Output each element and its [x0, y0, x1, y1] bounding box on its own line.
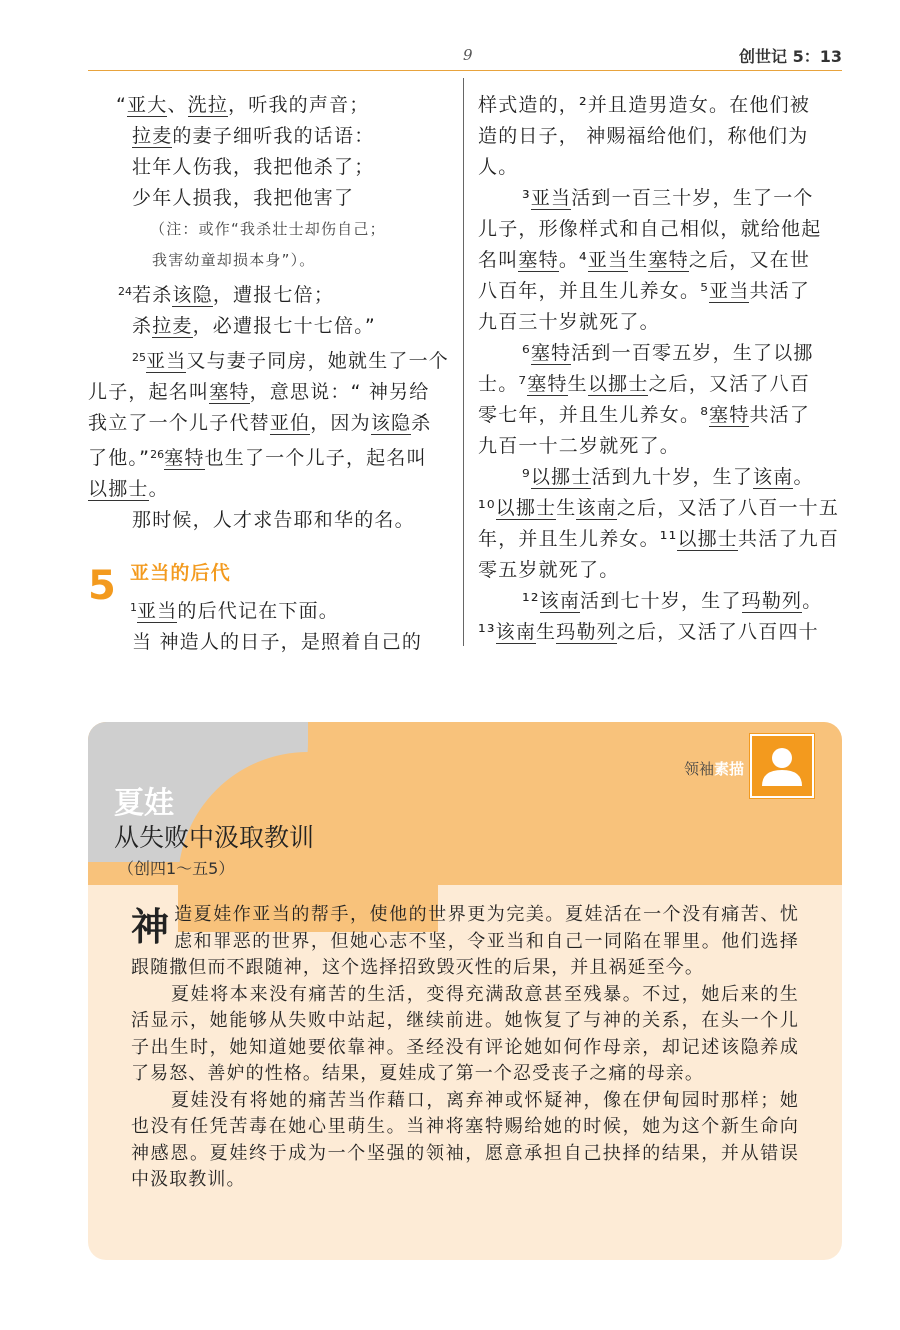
verse-number: 1	[130, 601, 137, 614]
chapter-number: 5	[88, 563, 118, 609]
drop-cap: 神	[131, 905, 171, 949]
chapter-reference: 创世记 5：13	[739, 47, 842, 66]
leader-profile-sidebar	[88, 722, 842, 1260]
verse-1-line: 当 神造人的日子，是照着自己的	[132, 631, 423, 653]
verse-line: ³亚当活到一百三十岁，生了一个	[522, 187, 814, 209]
left-column	[88, 90, 450, 658]
scripture-reference: （创四1～五5）	[118, 859, 235, 878]
verse-number: 26	[150, 448, 165, 461]
verse-line: 八百年，并且生儿养女。⁵亚当共活了	[478, 280, 811, 302]
verse-25-line: 儿子，起名叫塞特，意思说：“ 神另给	[88, 381, 430, 403]
verse-25-26-line: 了他。”$^{26}$塞特也生了一个儿子，起名叫	[88, 447, 427, 469]
verse-line: ¹³该南生玛勒列之后，又活了八百四十	[478, 621, 819, 643]
verse-line: 零七年，并且生儿养女。⁸塞特共活了	[478, 404, 811, 426]
sidebar-body	[131, 902, 799, 1194]
verse-line: 儿子，形像样式和自己相似，就给他起	[478, 218, 822, 240]
paragraph: 神造夏娃作亚当的帮手，使他的世界更为完美。夏娃活在一个没有痛苦、忧虑和罪恶的世界，但她心志不坚，令亚当和自己一同陷在罪里。他们选择跟随撒但而不跟随神，这个选择招致毁灭性的后果，并且祸延至今。	[131, 904, 799, 978]
poem-line: 壮年人伤我，我把他杀了；	[132, 156, 375, 178]
paragraph: 夏娃将本来没有痛苦的生活，变得充满敌意甚至残暴。不过，她后来的生活显示，她能够从失败中站起，继续前进。她恢复了与神的关系，在头一个儿子出生时，她知道她要依靠神。圣经没有评论她如何作母亲，却记述该隐养成了易怒、善妒的性格。结果，夏娃成了第一个忍受丧子之痛的母亲。	[131, 983, 799, 1084]
verse-line: 名叫塞特。⁴亚当生塞特之后，又在世	[478, 249, 811, 271]
verse-line: 造的日子， 神赐福给他们，称他们为	[478, 125, 809, 147]
verse-25-line: $^{25}$亚当又与妻子同房，她就生了一个	[132, 350, 450, 372]
verse-line: 样式造的，²并且造男造女。在他们被	[478, 94, 811, 116]
poem-line: 少年人损我，我把他害了	[132, 187, 355, 209]
verse-line: ⁶塞特活到一百零五岁，生了以挪	[522, 342, 814, 364]
sidebar-label: 领袖素描	[683, 760, 744, 778]
footnote-line: （注：或作“我杀壮士却伤自己；	[150, 220, 386, 238]
poem-line: 拉麦的妻子细听我的话语：	[132, 125, 375, 147]
verse-line: ¹²该南活到七十岁，生了玛勒列。	[522, 590, 823, 612]
sidebar-header	[88, 722, 842, 885]
closing-line: 那时候，人才求告耶和华的名。	[132, 509, 415, 531]
verse-line: 年，并且生儿养女。¹¹以挪士共活了九百	[478, 528, 840, 550]
chapter-heading	[88, 558, 450, 609]
verse-25-line: 我立了一个儿子代替亚伯，因为该隐杀	[88, 412, 432, 434]
verse-1-line: $^1$亚当的后代记在下面。	[130, 600, 340, 622]
verse-line: 九百一十二岁就死了。	[478, 435, 681, 457]
footnote-line: 我害幼童却损本身”）。	[152, 251, 316, 269]
page-number: 9	[463, 46, 473, 64]
sidebar-subtitle: 从失败中汲取教训	[114, 823, 315, 852]
verse-24-line: $^{24}$若杀该隐，遭报七倍；	[118, 284, 335, 306]
verse-line: 士。⁷塞特生以挪士之后，又活了八百	[478, 373, 811, 395]
column-divider	[463, 78, 464, 646]
right-column	[478, 90, 842, 648]
verse-line: 人。	[478, 156, 519, 178]
verse-line: 九百三十岁就死了。	[478, 311, 660, 333]
verse-number: 24	[118, 285, 132, 298]
verse-number: 25	[132, 351, 146, 364]
page-header	[88, 44, 842, 71]
verse-line: ⁹以挪士活到九十岁，生了该南。	[522, 466, 814, 488]
person-icon	[750, 734, 814, 798]
verse-line: 零五岁就死了。	[478, 559, 620, 581]
verse-26-line: 以挪士。	[88, 478, 169, 500]
paragraph: 夏娃没有将她的痛苦当作藉口，离弃神或怀疑神，像在伊甸园时那样；她也没有任凭苦毒在她心里萌生。当神将塞特赐给她的时候，她为这个新生命向神感恩。夏娃终于成为一个坚强的领袖，愿意承担自己抉择的结果，并从错误中汲取教训。	[131, 1089, 799, 1190]
verse-24-line: 杀拉麦，必遭报七十七倍。”	[132, 315, 376, 337]
leader-name: 夏娃	[114, 786, 174, 821]
chapter-title: 亚当的后代	[130, 562, 232, 584]
poem-line: “亚大、洗拉，听我的声音；	[116, 94, 370, 116]
verse-line: ¹⁰以挪士生该南之后，又活了八百一十五	[478, 497, 840, 519]
